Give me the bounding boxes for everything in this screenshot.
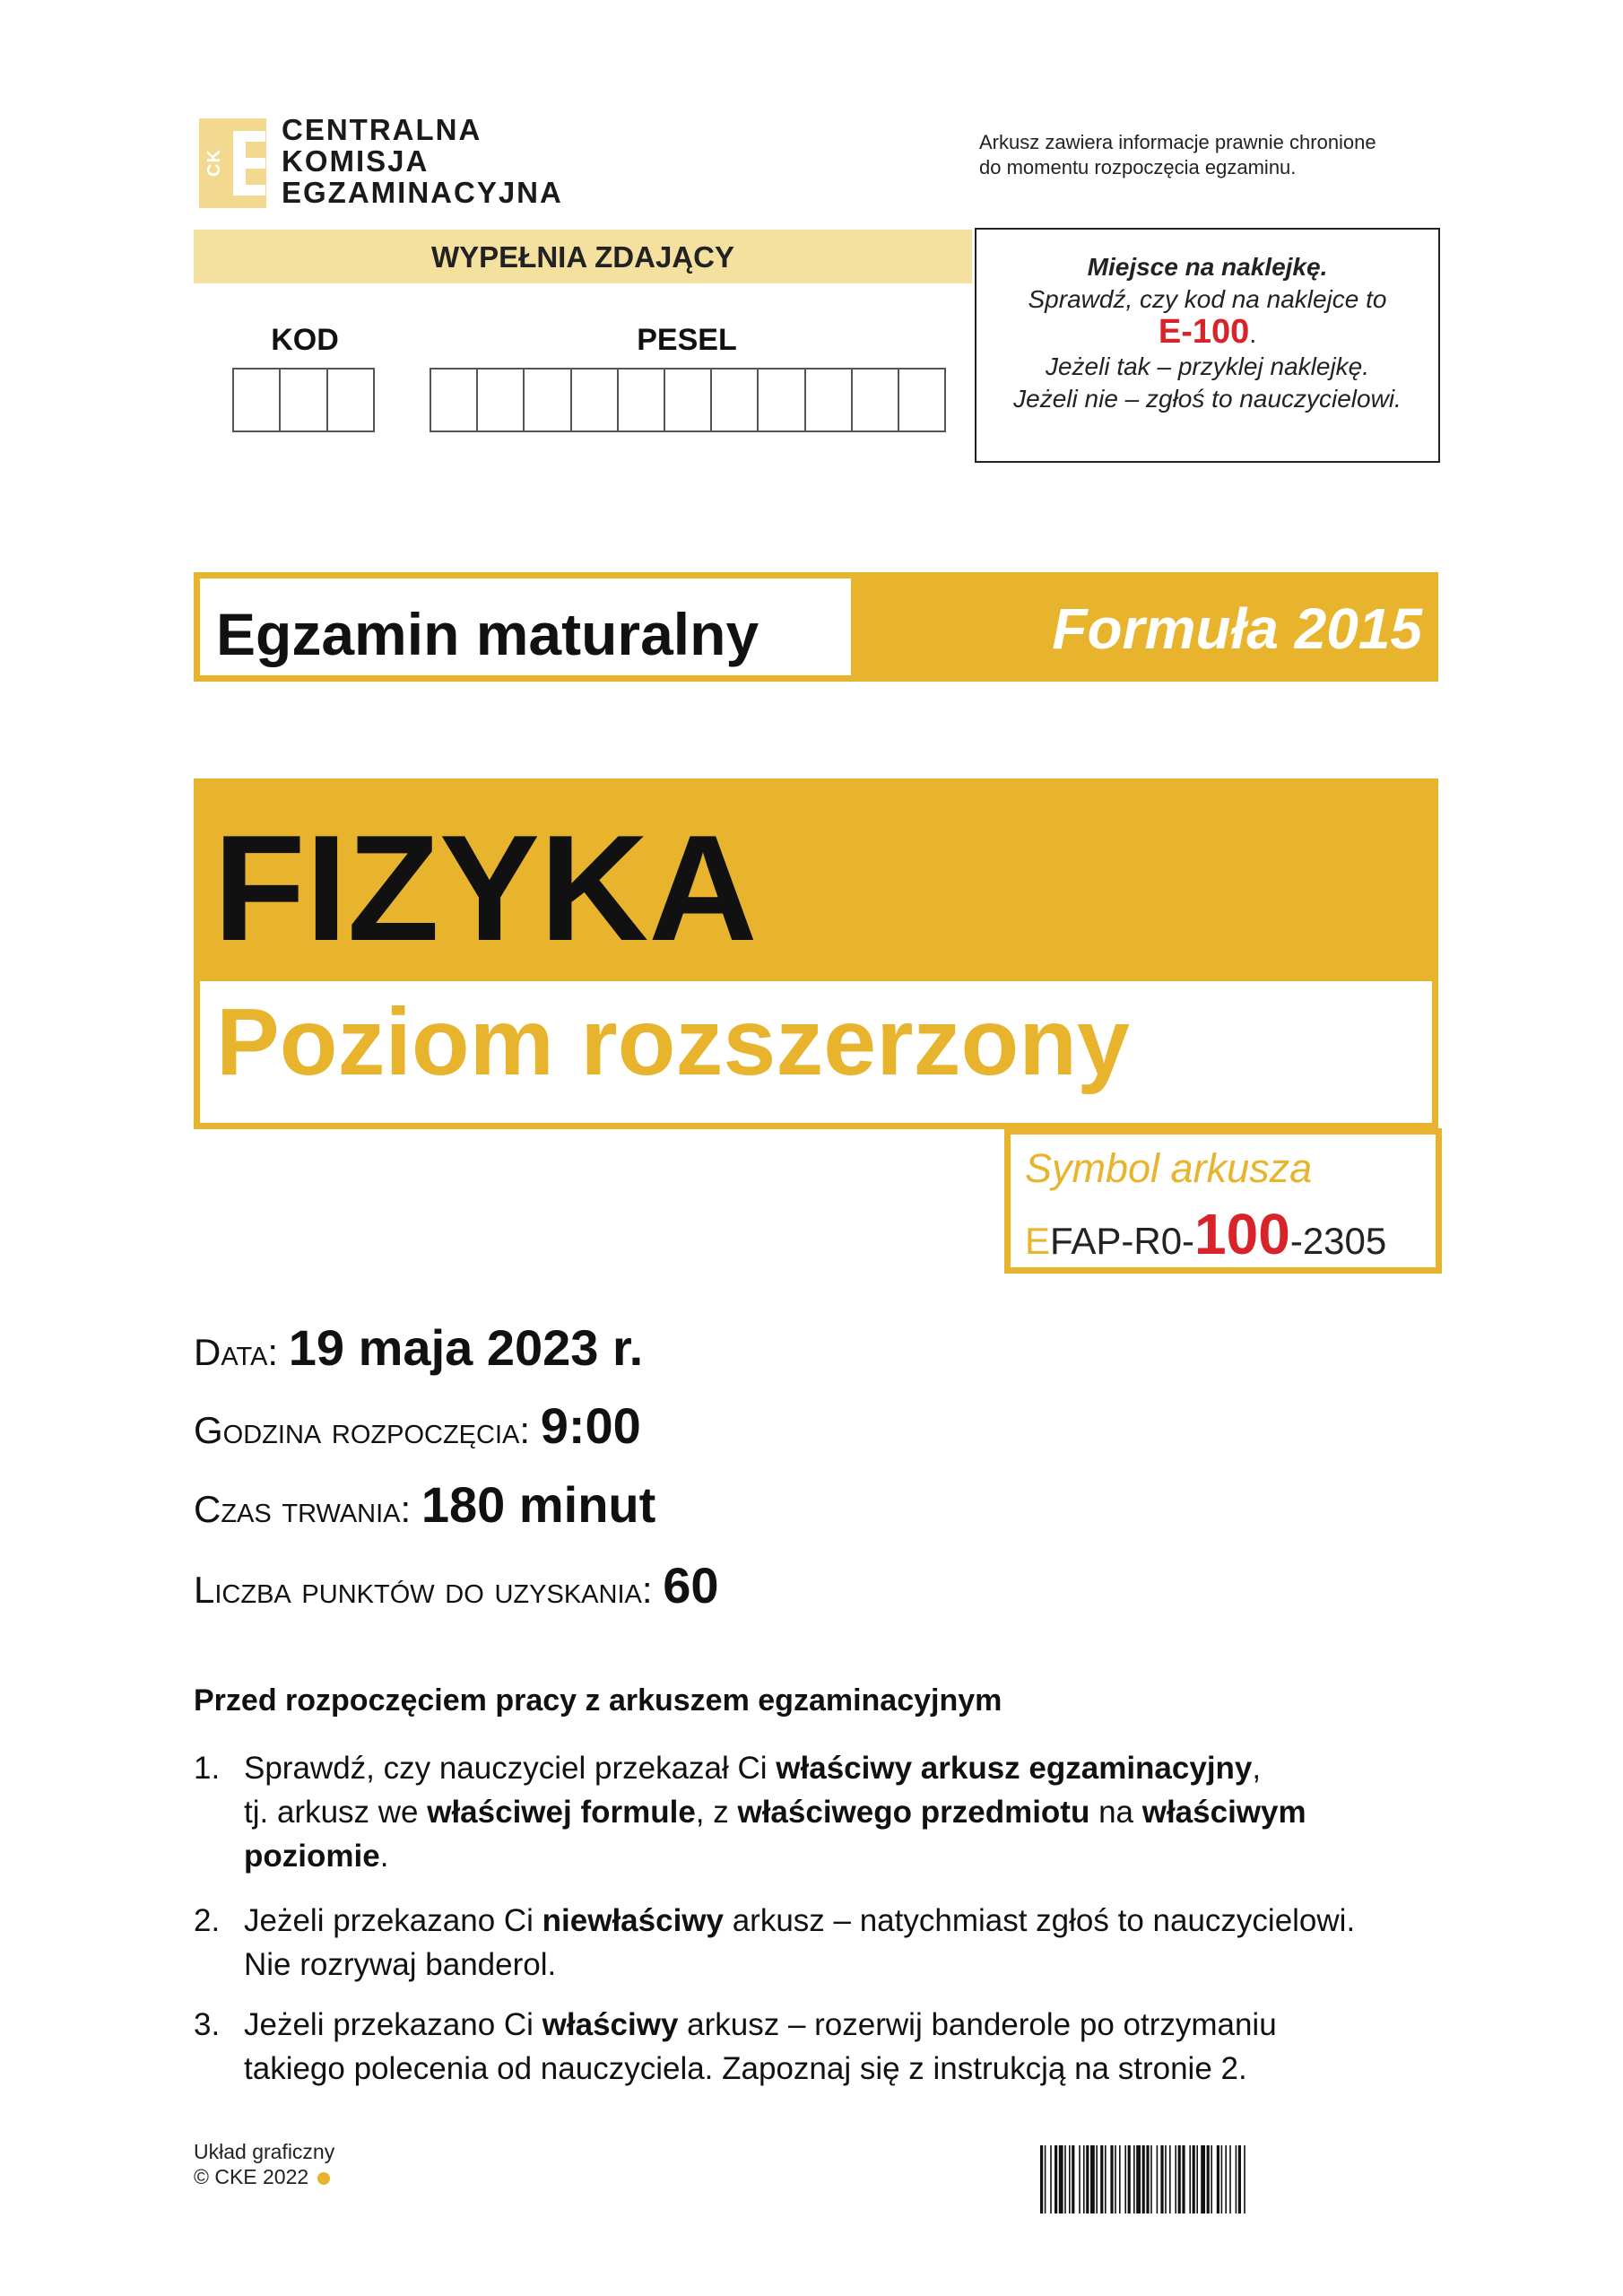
points-value: 60 xyxy=(663,1557,719,1613)
sticker-yes-text: Jeżeli tak – przyklej naklejkę. xyxy=(1045,352,1370,380)
instruction-text: tj. arkusz we xyxy=(244,1795,428,1830)
logo-line-3: EGZAMINACYJNA xyxy=(282,176,563,209)
footer-line-1: Układ graficzny xyxy=(194,2140,335,2163)
symbol-code-e: E xyxy=(1025,1220,1051,1262)
symbol-code-mid: FAP-R0- xyxy=(1050,1220,1195,1262)
hour-value: 9:00 xyxy=(540,1397,641,1454)
pesel-box[interactable] xyxy=(665,370,712,430)
points-label: Liczba punktów do uzyskania: xyxy=(194,1569,653,1611)
level-box xyxy=(194,981,1438,1129)
instruction-bold: właściwy xyxy=(542,2007,679,2042)
instruction-bold: właściwym xyxy=(1141,1795,1306,1830)
subject-banner xyxy=(194,778,1438,981)
exam-banner xyxy=(194,572,1438,682)
exam-points xyxy=(194,1556,719,1614)
pesel-box[interactable] xyxy=(431,370,478,430)
instruction-bold: poziomie xyxy=(244,1839,380,1874)
logo-line-2: KOMISJA xyxy=(282,144,430,178)
kod-box[interactable] xyxy=(281,370,327,430)
pesel-box[interactable] xyxy=(853,370,899,430)
exam-title: Egzamin maturalny xyxy=(216,601,759,667)
pesel-box[interactable] xyxy=(478,370,525,430)
subject-name: FIZYKA xyxy=(213,804,758,972)
sticker-code-suffix: . xyxy=(1249,320,1257,348)
time-value: 180 minut xyxy=(421,1476,656,1533)
barcode-icon xyxy=(1040,2145,1435,2213)
kod-box[interactable] xyxy=(328,370,373,430)
instruction-text: Jeżeli przekazano Ci xyxy=(244,2007,542,2042)
fill-in-header-text: WYPEŁNIA ZDAJĄCY xyxy=(431,240,734,274)
instruction-item xyxy=(194,1746,1449,1878)
subject-level: Poziom rozszerzony xyxy=(216,989,1130,1095)
instruction-bold: właściwego przedmiotu xyxy=(737,1795,1090,1830)
instruction-text: Jeżeli przekazano Ci xyxy=(244,1903,542,1938)
protected-note-line-1: Arkusz zawiera informacje prawnie chronione xyxy=(979,131,1376,153)
instruction-text: Nie rozrywaj banderol. xyxy=(244,1947,557,1982)
exam-duration xyxy=(194,1475,655,1534)
pesel-box[interactable] xyxy=(572,370,619,430)
exam-formula: Formuła 2015 xyxy=(1052,596,1422,661)
instruction-number: 1. xyxy=(194,1751,221,1786)
kod-box[interactable] xyxy=(234,370,281,430)
sheet-symbol-box xyxy=(1004,1128,1442,1274)
sticker-title: Miejsce na naklejkę. xyxy=(1087,253,1328,281)
pesel-box[interactable] xyxy=(712,370,759,430)
pesel-box[interactable] xyxy=(619,370,665,430)
logo-line-1: CENTRALNA xyxy=(282,113,482,146)
symbol-code-end: -2305 xyxy=(1289,1220,1387,1262)
instruction-text: arkusz – natychmiast zgłoś to nauczycielowi. xyxy=(723,1903,1356,1938)
time-label: Czas trwania: xyxy=(194,1488,412,1530)
instruction-bold: właściwej formule xyxy=(427,1795,696,1830)
date-value: 19 maja 2023 r. xyxy=(288,1319,644,1376)
footer-line-2: © CKE 2022 xyxy=(194,2165,309,2188)
footer xyxy=(194,2139,334,2189)
pesel-box[interactable] xyxy=(899,370,944,430)
instruction-text: . xyxy=(379,1839,389,1874)
exam-date xyxy=(194,1318,643,1377)
hour-label: Godzina rozpoczęcia: xyxy=(194,1409,531,1451)
logo-text xyxy=(282,114,563,208)
pesel-box[interactable] xyxy=(806,370,853,430)
sticker-code: E-100 xyxy=(1158,313,1250,351)
instruction-text: , xyxy=(1252,1751,1262,1786)
pesel-input-boxes[interactable] xyxy=(430,368,946,432)
instruction-bold: właściwy arkusz egzaminacyjny xyxy=(776,1751,1253,1786)
exam-start-time xyxy=(194,1396,641,1455)
instruction-number: 3. xyxy=(194,2007,221,2042)
kod-label: KOD xyxy=(271,323,339,357)
pesel-label: PESEL xyxy=(637,323,737,357)
instruction-text: , z xyxy=(695,1795,738,1830)
sticker-check-text: Sprawdź, czy kod na naklejce to xyxy=(1028,285,1387,313)
sticker-placeholder xyxy=(975,228,1440,463)
instruction-number: 2. xyxy=(194,1903,221,1938)
cke-logo xyxy=(199,114,594,211)
symbol-code xyxy=(1025,1201,1386,1267)
footer-dot-icon xyxy=(317,2172,330,2185)
instructions-title: Przed rozpoczęciem pracy z arkuszem egzaminacyjnym xyxy=(194,1683,1002,1718)
logo-mark-text: CK xyxy=(204,149,224,177)
instruction-item xyxy=(194,2003,1449,2091)
sticker-no-text: Jeżeli nie – zgłoś to nauczycielowi. xyxy=(1013,385,1402,413)
cke-logo-mark xyxy=(199,118,266,208)
kod-input-boxes[interactable] xyxy=(232,368,375,432)
pesel-box[interactable] xyxy=(525,370,571,430)
symbol-code-num: 100 xyxy=(1194,1202,1290,1266)
instruction-text: takiego polecenia od nauczyciela. Zapoznaj się z instrukcją na stronie 2. xyxy=(244,2051,1247,2086)
protected-info-note xyxy=(979,130,1481,180)
symbol-label: Symbol arkusza xyxy=(1025,1145,1313,1191)
protected-note-line-2: do momentu rozpoczęcia egzaminu. xyxy=(979,156,1297,178)
instruction-text: na xyxy=(1089,1795,1142,1830)
instruction-text: Sprawdź, czy nauczyciel przekazał Ci xyxy=(244,1751,777,1786)
instruction-bold: niewłaściwy xyxy=(542,1903,724,1938)
instruction-item xyxy=(194,1899,1449,1987)
date-label: Data: xyxy=(194,1331,279,1373)
fill-in-header xyxy=(194,230,972,283)
instruction-text: arkusz – rozerwij banderole po otrzymaniu xyxy=(678,2007,1277,2042)
pesel-box[interactable] xyxy=(759,370,805,430)
